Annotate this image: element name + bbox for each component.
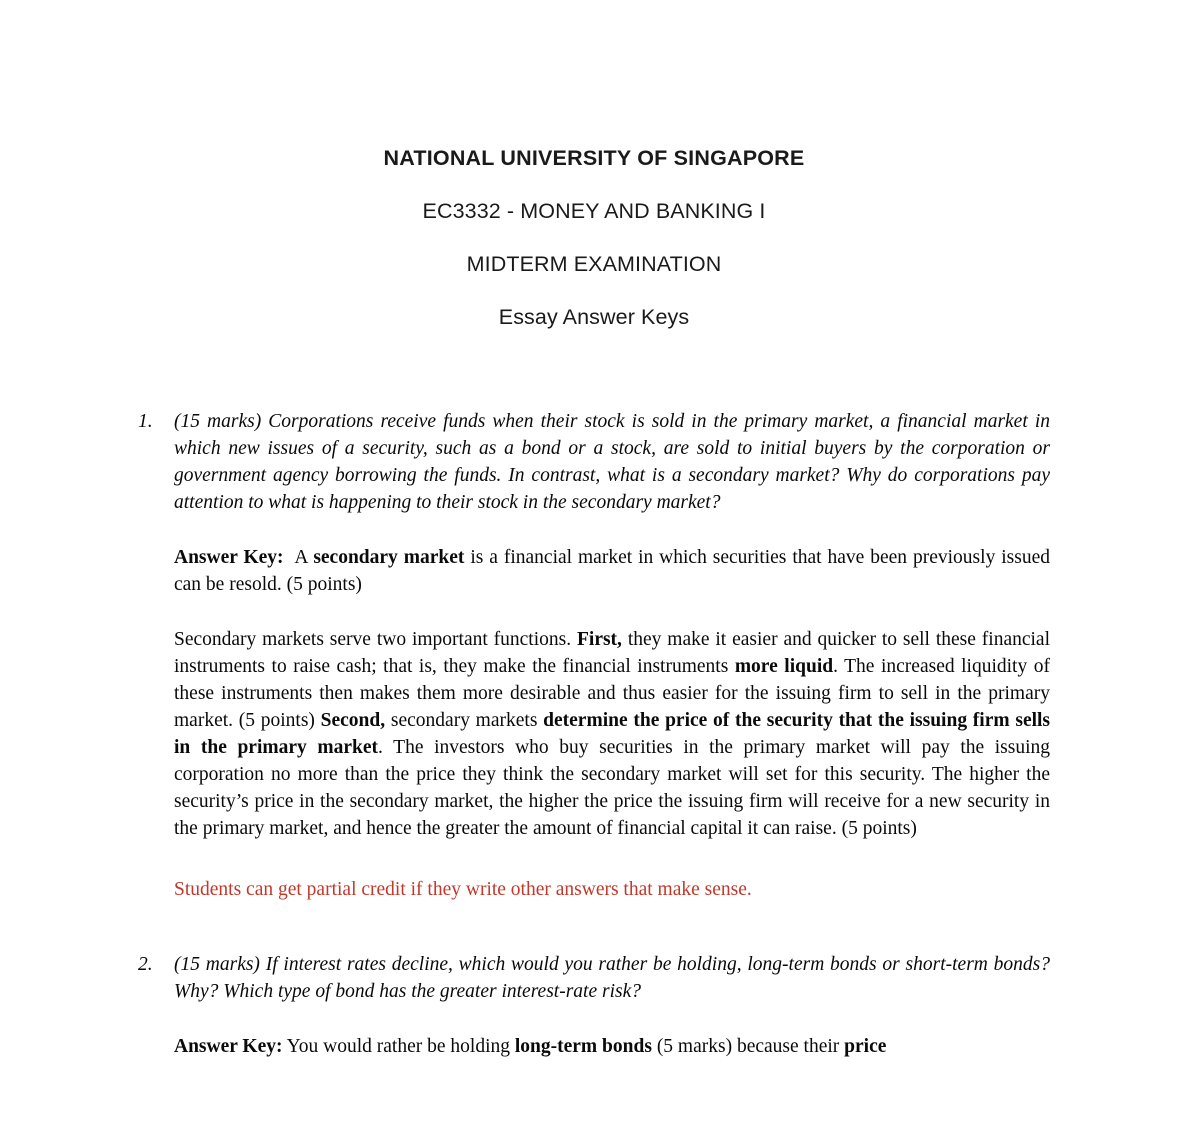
question-2 <box>138 951 1050 1005</box>
answer-2-bold-long-term-bonds: long-term bonds <box>514 1036 652 1057</box>
answer-1-lead: A <box>294 547 308 568</box>
document-header <box>0 0 1188 344</box>
answer-key-label-2: Answer Key: <box>174 1036 283 1057</box>
answer-1-rest: is a financial market in which securities that have been previously issued can be resold. (5 points) <box>174 547 1050 595</box>
answer-1-bold-term: secondary market <box>313 547 465 568</box>
question-2-answer <box>138 1033 1050 1060</box>
answer-1-seg-4: secondary markets <box>390 710 538 731</box>
question-2-number: 2. <box>138 954 153 975</box>
spacer <box>138 903 1050 951</box>
answer-1-bold-second: Second, <box>320 710 386 731</box>
answer-key-label-1: Answer Key: <box>174 547 284 568</box>
answer-1-seg-3: . The increased liquidity of these instruments then makes them more desirable and thus easier for the issuing firm to sell in the primary market. (5 points) <box>174 656 1050 731</box>
header-institution: NATIONAL UNIVERSITY OF SINGAPORE <box>383 146 805 170</box>
answer-2-seg-2: (5 marks) because their <box>656 1036 840 1057</box>
answer-1-seg-5: . The investors who buy securities in the primary market will pay the issuing corporation no more than the price they think the secondary market will set for this security. The higher the security’s price in the secondary market, the higher the price the issuing firm will receive for a new security in the primary market, and hence the greater the amount of financial capital it can raise. (5 points) <box>174 737 1051 839</box>
answer-1-seg-2: they make it easier and quicker to sell these financial instruments to raise cash; that is, they make the financial instruments <box>174 629 1050 677</box>
answer-1-definition <box>174 544 1050 598</box>
answer-1-explanation <box>174 626 1050 842</box>
answer-2-bold-price: price <box>844 1036 887 1057</box>
answer-1-bold-determine-price: determine the price of the security that the issuing firm sells in the primary market <box>174 710 1051 758</box>
partial-credit-note: Students can get partial credit if they write other answers that make sense. <box>174 879 752 900</box>
spacer <box>138 1005 1050 1033</box>
question-1-answer <box>138 544 1050 903</box>
answer-1-bold-more-liquid: more liquid <box>734 656 834 677</box>
header-course: EC3332 - MONEY AND BANKING I <box>422 199 766 223</box>
header-exam-type: MIDTERM EXAMINATION <box>466 252 722 276</box>
question-1-prompt: (15 marks) Corporations receive funds when their stock is sold in the primary market, a financial market in which new issues of a security, such as a bond or a stock, are sold to initial buyers by the corporation or government agency borrowing the funds. In contrast, what is a secondary market? Why do corporations pay attention to what is happening to their stock in the secondary market? <box>174 411 1050 513</box>
answer-1-bold-first: First, <box>576 629 622 650</box>
spacer <box>138 516 1050 544</box>
document-body <box>0 408 1188 1060</box>
spacer <box>174 842 1050 876</box>
question-1-number: 1. <box>138 411 153 432</box>
answer-1-seg-1: Secondary markets serve two important functions. <box>174 629 572 650</box>
answer-2-line <box>174 1033 1050 1060</box>
header-subtitle: Essay Answer Keys <box>498 305 690 329</box>
question-2-prompt: (15 marks) If interest rates decline, which would you rather be holding, long-term bonds or short-term bonds? Why? Which type of bond has the greater interest-rate risk? <box>174 954 1050 1002</box>
answer-2-seg-1: You would rather be holding <box>286 1036 510 1057</box>
question-1 <box>138 408 1050 516</box>
